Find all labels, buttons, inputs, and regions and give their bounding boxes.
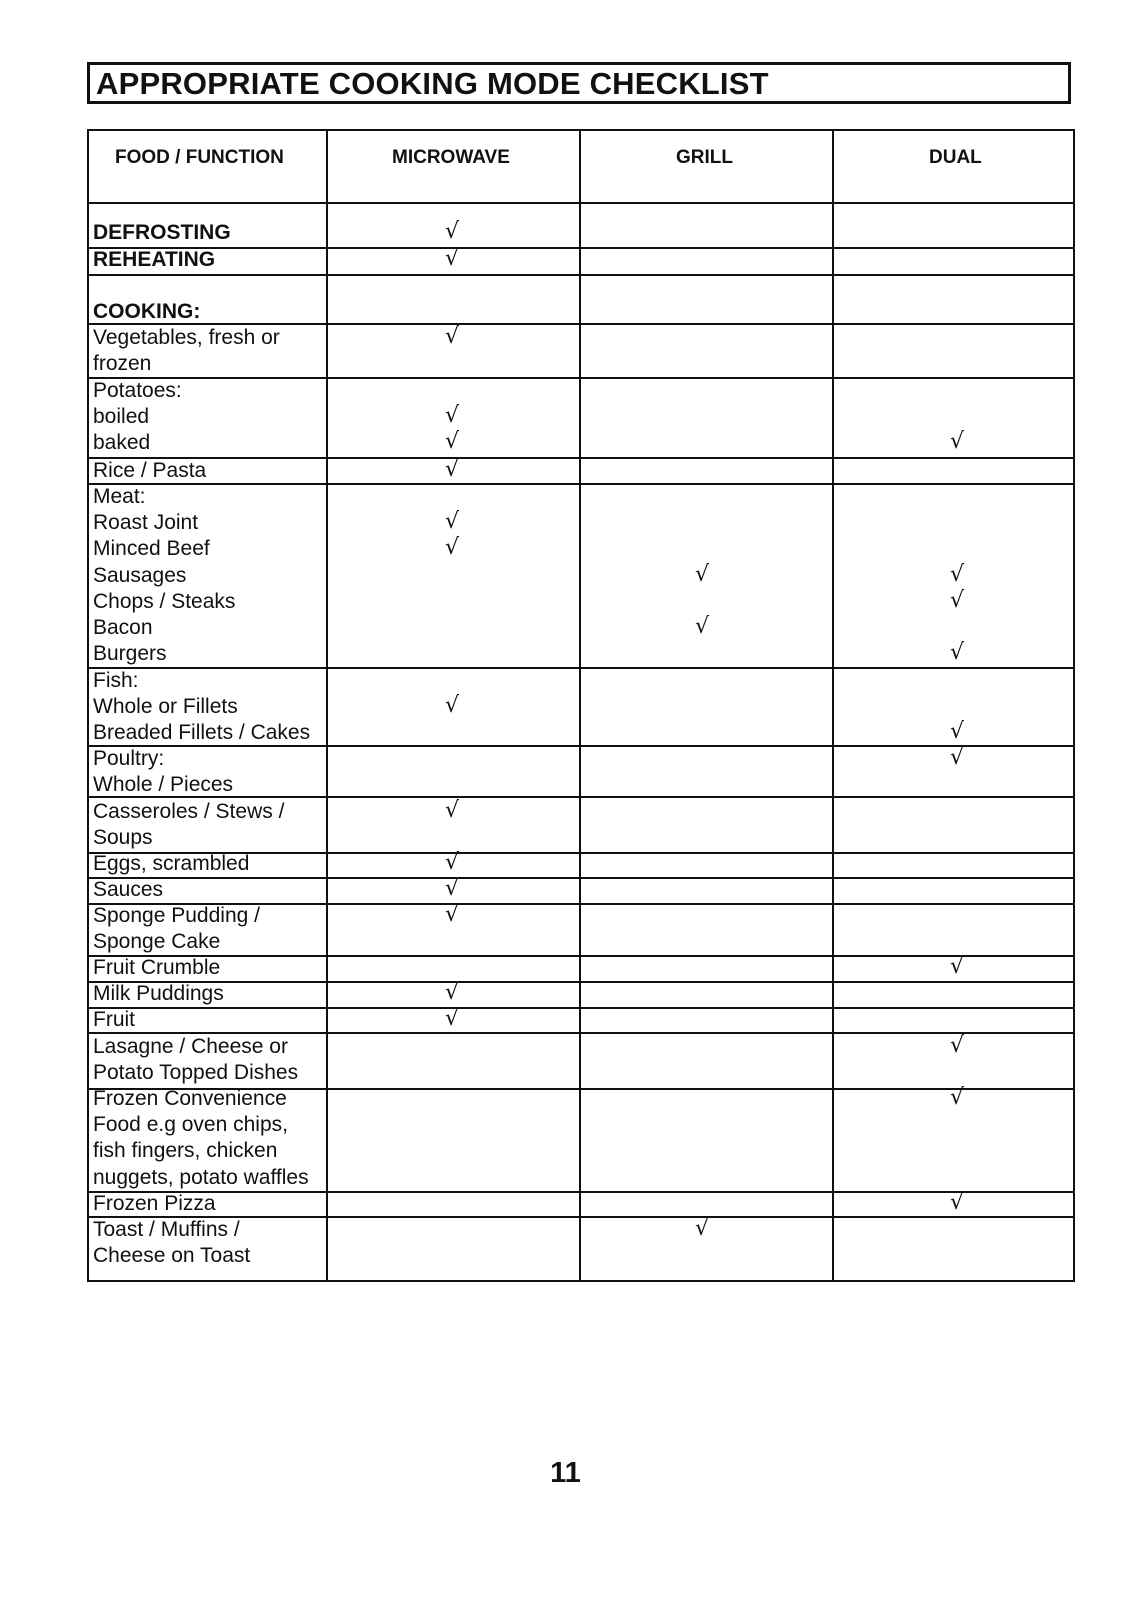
check-mark-icon: √	[444, 693, 460, 719]
check-mark-icon: √	[444, 429, 460, 455]
check-mark-icon: √	[444, 876, 460, 901]
food-label: Potatoes:	[93, 379, 182, 402]
food-label: Chops / Steaks	[93, 589, 236, 613]
column-header-microwave: MICROWAVE	[392, 147, 510, 168]
food-label: Sponge Cake	[93, 930, 221, 954]
food-label: fish fingers, chicken	[93, 1139, 278, 1163]
check-mark-icon: √	[444, 219, 460, 244]
page-title: APPROPRIATE COOKING MODE CHECKLIST	[96, 66, 769, 101]
food-label: Food e.g oven chips,	[93, 1113, 288, 1137]
checklist-table	[87, 129, 1075, 1282]
check-mark-icon: √	[444, 324, 460, 349]
food-label: Casseroles / Stews /	[93, 800, 285, 823]
check-mark-icon: √	[444, 246, 460, 271]
row-divider	[89, 1191, 1073, 1193]
food-label: Whole / Pieces	[93, 773, 234, 797]
food-label: Rice / Pasta	[93, 459, 207, 482]
food-label: Roast Joint	[93, 511, 199, 535]
row-divider	[89, 796, 1073, 798]
food-label: Lasagne / Cheese or	[93, 1035, 288, 1058]
food-label: Milk Puddings	[93, 982, 224, 1005]
check-mark-icon: √	[694, 1216, 710, 1241]
check-mark-icon: √	[694, 614, 710, 639]
food-label: Poultry:	[93, 747, 165, 770]
check-mark-icon: √	[444, 457, 460, 482]
food-label: Meat:	[93, 485, 146, 508]
food-label: REHEATING	[93, 248, 216, 271]
check-mark-icon: √	[949, 1033, 965, 1058]
food-label: Cheese on Toast	[93, 1244, 251, 1268]
food-label: Fish:	[93, 669, 139, 692]
food-label: Fruit	[93, 1008, 135, 1031]
row-divider	[89, 667, 1073, 669]
food-label: Toast / Muffins /	[93, 1218, 240, 1241]
header-divider	[89, 202, 1073, 204]
food-label: Breaded Fillets / Cakes	[93, 721, 311, 745]
check-mark-icon: √	[694, 561, 710, 587]
row-divider	[89, 483, 1073, 485]
food-label: DEFROSTING	[93, 221, 231, 244]
row-divider	[89, 274, 1073, 276]
check-mark-icon: √	[444, 403, 460, 429]
check-mark-icon: √	[949, 1190, 965, 1215]
food-label: nuggets, potato waffles	[93, 1165, 309, 1189]
check-mark-icon: √	[444, 980, 460, 1005]
food-label: Sponge Pudding /	[93, 904, 260, 927]
food-label: boiled	[93, 405, 150, 429]
check-mark-icon: √	[444, 509, 460, 535]
check-mark-icon: √	[444, 902, 460, 927]
column-header-grill: GRILL	[676, 147, 733, 168]
column-divider	[326, 131, 328, 1280]
food-label: Fruit Crumble	[93, 956, 221, 979]
food-label: Eggs, scrambled	[93, 852, 250, 875]
food-label: Frozen Convenience	[93, 1087, 287, 1110]
check-mark-icon: √	[444, 798, 460, 823]
column-header-food: FOOD / FUNCTION	[115, 147, 284, 168]
check-mark-icon: √	[444, 850, 460, 875]
row-divider	[89, 955, 1073, 957]
food-label: Minced Beef	[93, 537, 210, 561]
check-mark-icon: √	[444, 1006, 460, 1031]
food-label: baked	[93, 431, 151, 455]
column-divider	[579, 131, 581, 1280]
column-divider	[832, 131, 834, 1280]
food-label: Soups	[93, 826, 153, 850]
row-divider	[89, 981, 1073, 983]
check-mark-icon: √	[949, 1085, 965, 1110]
column-header-dual: DUAL	[929, 147, 982, 168]
check-mark-icon: √	[444, 535, 460, 561]
title-box	[87, 62, 1071, 104]
food-label: Bacon	[93, 616, 153, 639]
food-label: Vegetables, fresh or	[93, 326, 280, 349]
check-mark-icon: √	[949, 954, 965, 979]
page-number: 11	[550, 1457, 581, 1489]
food-label: Sausages	[93, 563, 187, 587]
check-mark-icon: √	[949, 429, 965, 455]
check-mark-icon: √	[949, 719, 965, 745]
row-divider	[89, 877, 1073, 879]
row-divider	[89, 247, 1073, 249]
row-divider	[89, 1007, 1073, 1009]
check-mark-icon: √	[949, 561, 965, 587]
food-label: Whole or Fillets	[93, 695, 238, 719]
check-mark-icon: √	[949, 640, 965, 666]
food-label: Burgers	[93, 642, 167, 666]
food-label: frozen	[93, 352, 152, 376]
row-divider	[89, 457, 1073, 459]
food-label: COOKING:	[93, 300, 201, 323]
check-mark-icon: √	[949, 745, 965, 770]
food-label: Sauces	[93, 878, 164, 901]
check-mark-icon: √	[949, 587, 965, 613]
row-divider	[89, 377, 1073, 379]
food-label: Frozen Pizza	[93, 1192, 216, 1215]
food-label: Potato Topped Dishes	[93, 1061, 299, 1085]
